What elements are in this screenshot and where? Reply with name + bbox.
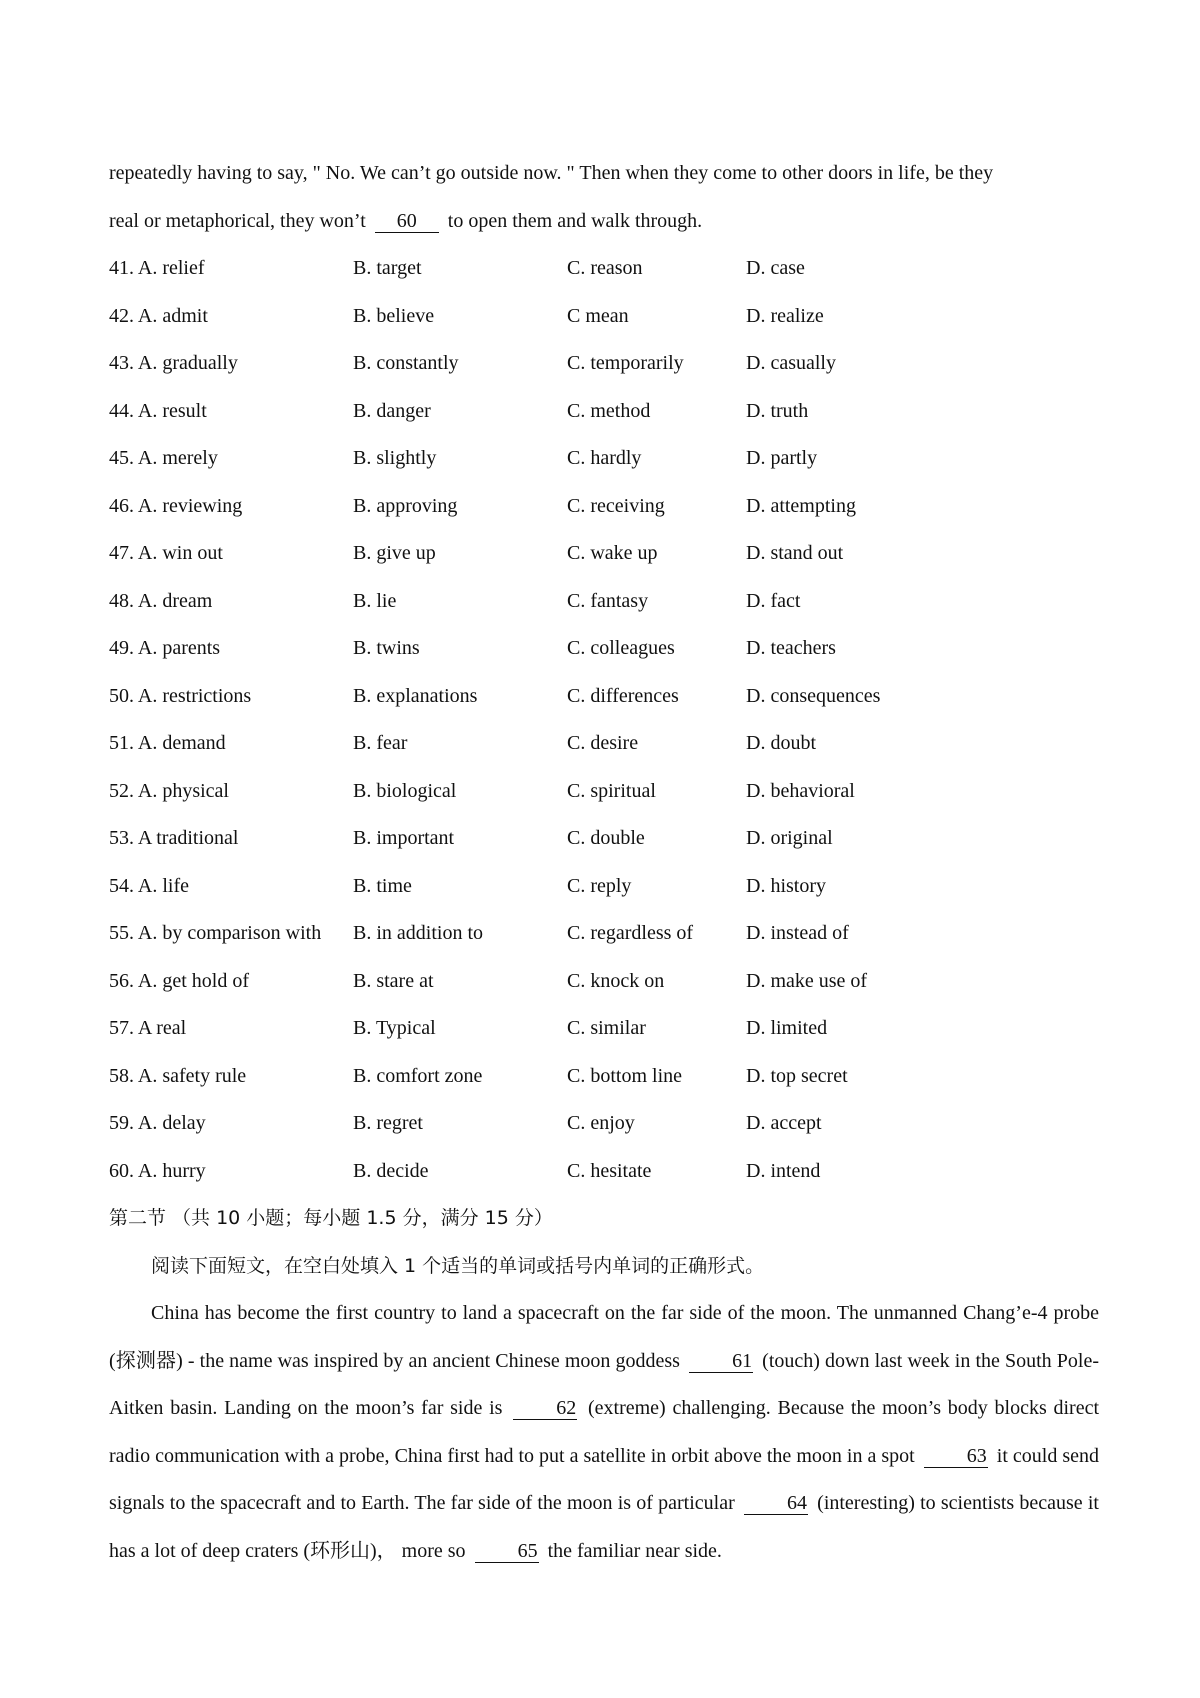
option-d: D. accept (746, 1112, 822, 1134)
option-c: C. bottom line (567, 1064, 682, 1087)
option-b: B. lie (353, 589, 397, 612)
option-b: B. give up (353, 542, 436, 564)
option-b: B. approving (353, 494, 458, 517)
option-b: B. time (353, 874, 412, 897)
option-c: C. regardless of (567, 922, 694, 944)
question-row (109, 435, 1099, 483)
blank-65: 65 (475, 1540, 539, 1563)
option-d: D. make use of (746, 969, 868, 992)
option-d: D. realize (746, 304, 824, 327)
passage-paragraph (109, 1290, 1099, 1575)
option-b: B. biological (353, 779, 457, 802)
question-row (109, 910, 1099, 958)
passage-text-1: China has become the first country to land a spacecraft on the far side of the moon. The unmanned Chang’e-4 probe (探测器) - the name was inspired by an ancient Chinese moon goddess (109, 1302, 1099, 1372)
passage-text-3: (extreme) challenging. Because the moon’s body blocks direct radio communication with a probe, China first had to put a satellite in orbit above the moon in a spot (109, 1397, 1100, 1467)
option-b: B. target (353, 257, 422, 279)
question-row (109, 1005, 1099, 1053)
passage-text-6: the familiar near side. (547, 1539, 722, 1562)
question-row (109, 815, 1099, 863)
question-row (109, 530, 1099, 578)
option-a: 46. A. reviewing (109, 494, 243, 517)
option-b: B. believe (353, 304, 435, 327)
option-a: 47. A. win out (109, 542, 223, 564)
option-a: 45. A. merely (109, 447, 218, 469)
option-d: D. attempting (746, 494, 856, 517)
option-d: D. intend (746, 1159, 821, 1182)
option-c: C. reply (567, 874, 632, 897)
question-row (109, 483, 1099, 531)
question-list (109, 245, 1099, 1195)
option-a: 41. A. relief (109, 257, 205, 279)
option-c: C. temporarily (567, 352, 684, 374)
option-d: D. stand out (746, 542, 844, 564)
option-c: C. method (567, 399, 651, 422)
option-d: D. original (746, 827, 833, 849)
question-row (109, 625, 1099, 673)
option-b: B. comfort zone (353, 1064, 483, 1087)
blank-60: 60 (375, 210, 439, 233)
option-c: C. fantasy (567, 589, 649, 612)
blank-62: 62 (513, 1397, 577, 1420)
option-a: 55. A. by comparison with (109, 922, 322, 944)
option-b: B. in addition to (353, 922, 483, 944)
option-c: C. knock on (567, 969, 665, 992)
option-c: C. double (567, 827, 645, 849)
option-d: D. fact (746, 589, 801, 612)
option-b: B. decide (353, 1159, 429, 1182)
question-row (109, 768, 1099, 816)
option-c: C. wake up (567, 542, 658, 564)
question-row (109, 578, 1099, 626)
option-a: 57. A real (109, 1017, 187, 1039)
option-b: B. fear (353, 732, 408, 754)
option-a: 44. A. result (109, 399, 207, 422)
option-d: D. consequences (746, 684, 881, 707)
intro-line-1: repeatedly having to say, " No. We can’t go outside now. " Then when they come to other doors in life, be they (109, 162, 994, 184)
option-c: C. spiritual (567, 779, 656, 802)
blank-61: 61 (689, 1350, 753, 1373)
option-c: C. similar (567, 1017, 646, 1039)
question-row (109, 720, 1099, 768)
question-row (109, 673, 1099, 721)
option-a: 50. A. restrictions (109, 684, 252, 707)
option-c: C. colleagues (567, 637, 675, 659)
question-row (109, 863, 1099, 911)
option-b: B. stare at (353, 969, 434, 992)
option-d: D. teachers (746, 637, 836, 659)
option-a: 58. A. safety rule (109, 1064, 247, 1087)
blank-63: 63 (924, 1445, 988, 1468)
option-c: C. desire (567, 732, 639, 754)
question-row (109, 245, 1099, 293)
blank-64: 64 (744, 1492, 808, 1515)
option-d: D. limited (746, 1017, 828, 1039)
option-b: B. twins (353, 637, 420, 659)
exam-page (109, 150, 1099, 1575)
option-a: 56. A. get hold of (109, 969, 249, 992)
option-c: C mean (567, 304, 629, 327)
option-a: 49. A. parents (109, 637, 221, 659)
option-d: D. casually (746, 352, 836, 374)
option-b: B. important (353, 827, 455, 849)
option-a: 42. A. admit (109, 304, 208, 327)
question-row (109, 1053, 1099, 1101)
option-a: 43. A. gradually (109, 352, 238, 374)
option-b: B. Typical (353, 1017, 436, 1039)
passage-text-5: (interesting) to scientists because it has a lot of deep craters (环形山)， more so (109, 1492, 1099, 1562)
question-row (109, 293, 1099, 341)
option-d: D. history (746, 874, 826, 897)
option-d: D. top secret (746, 1064, 848, 1087)
option-d: D. instead of (746, 922, 849, 944)
question-row (109, 1148, 1099, 1196)
option-b: B. regret (353, 1112, 423, 1134)
option-c: C. reason (567, 257, 643, 279)
option-b: B. slightly (353, 447, 437, 469)
option-b: B. constantly (353, 352, 459, 374)
option-c: C. hardly (567, 447, 642, 469)
passage-text-2: (touch) down last week in the South Pole-Aitken basin. Landing on the moon’s far side is (109, 1349, 1099, 1419)
option-d: D. truth (746, 399, 809, 422)
option-d: D. case (746, 257, 805, 279)
option-b: B. danger (353, 399, 431, 422)
option-a: 52. A. physical (109, 779, 229, 802)
option-a: 54. A. life (109, 874, 189, 897)
option-a: 59. A. delay (109, 1112, 206, 1134)
option-a: 53. A traditional (109, 827, 239, 849)
option-a: 51. A. demand (109, 732, 226, 754)
option-c: C. receiving (567, 494, 665, 517)
option-a: 48. A. dream (109, 589, 213, 612)
option-c: C. enjoy (567, 1112, 635, 1134)
question-row (109, 958, 1099, 1006)
option-a: 60. A. hurry (109, 1159, 206, 1182)
option-d: D. behavioral (746, 779, 855, 802)
option-c: C. hesitate (567, 1159, 652, 1182)
intro-paragraph (109, 150, 1099, 245)
question-row (109, 388, 1099, 436)
question-row (109, 1100, 1099, 1148)
passage-text-4: it could send signals to the spacecraft and to Earth. The far side of the moon is of particular (109, 1444, 1100, 1514)
question-row (109, 340, 1099, 388)
section-2-title: 第二节 （共 10 小题；每小题 1.5 分，满分 15 分） (109, 1207, 553, 1229)
intro-line-2b: to open them and walk through. (447, 209, 703, 232)
option-d: D. doubt (746, 732, 816, 754)
option-c: C. differences (567, 684, 679, 707)
option-b: B. explanations (353, 684, 478, 707)
section-2-instruction: 阅读下面短文，在空白处填入 1 个适当的单词或括号内单词的正确形式。 (151, 1254, 765, 1277)
option-d: D. partly (746, 447, 818, 469)
intro-line-2a: real or metaphorical, they won’t (109, 209, 366, 232)
